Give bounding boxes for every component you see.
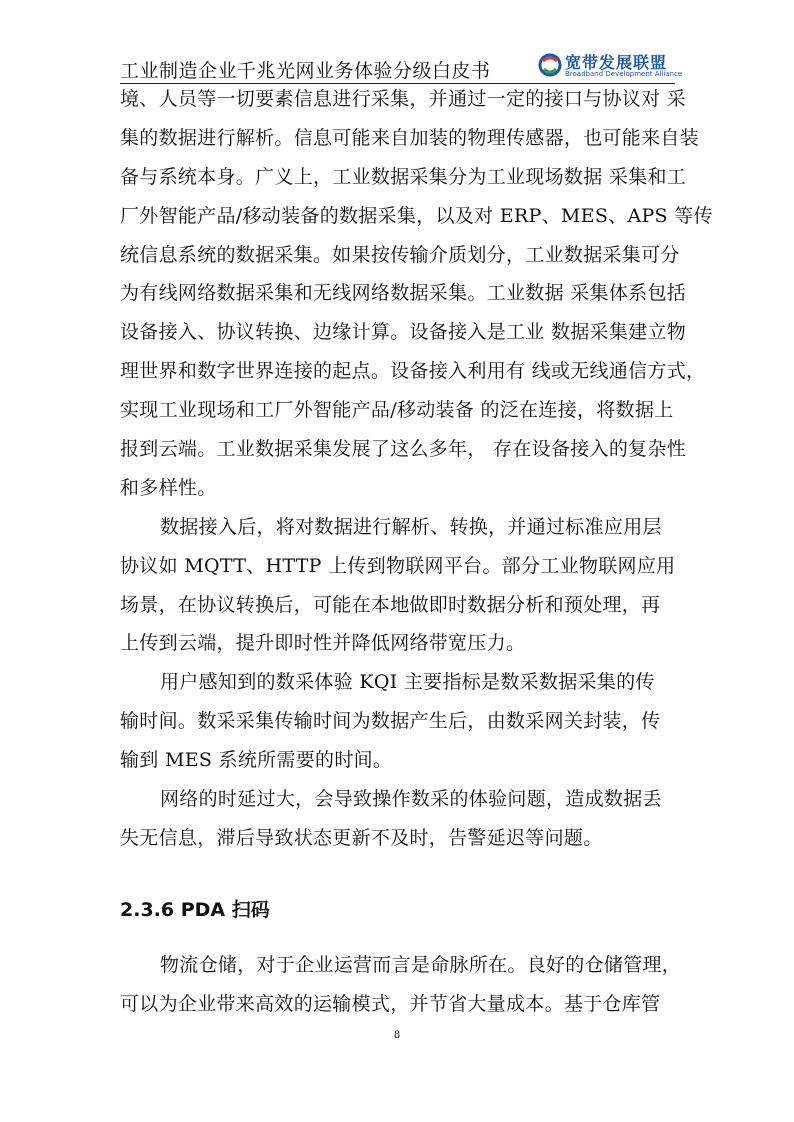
text-line: 网络的时延过大，会导致操作数采的体验问题，造成数据丢 bbox=[160, 788, 662, 811]
text-line: 用户感知到的数采体验 KQI 主要指标是数采数据采集的传 bbox=[160, 671, 655, 694]
header-title: 工业制造企业千兆光网业务体验分级白皮书 bbox=[120, 60, 491, 82]
text-line: 上传到云端，提升即时性并降低网络带宽压力。 bbox=[120, 632, 526, 655]
text-line: 厂外智能产品/移动装备的数据采集，以及对 ERP、MES、APS 等传 bbox=[120, 204, 713, 227]
text-line: 协议如 MQTT、HTTP 上传到物联网平台。部分工业物联网应用 bbox=[120, 554, 676, 577]
text-line: 可以为企业带来高效的运输模式，并节省大量成本。基于仓库管 bbox=[120, 992, 661, 1015]
logo-subtitle: Broadband Development Alliance bbox=[565, 70, 683, 78]
text-line: 统信息系统的数据采集。如果按传输介质划分，工业数据采集可分 bbox=[120, 243, 680, 266]
text-line: 数据接入后，将对数据进行解析、转换，并通过标准应用层 bbox=[160, 515, 662, 538]
alliance-logo-icon bbox=[537, 52, 563, 78]
text-line: 集的数据进行解析。信息可能来自加装的物理传感器，也可能来自装 bbox=[120, 126, 700, 149]
alliance-logo bbox=[535, 50, 683, 82]
text-line: 场景，在协议转换后，可能在本地做即时数据分析和预处理，再 bbox=[120, 593, 661, 616]
text-line: 失无信息，滞后导致状态更新不及时，告警延迟等问题。 bbox=[120, 826, 603, 849]
page-number: 8 bbox=[394, 1027, 400, 1041]
section-heading: 2.3.6 PDA 扫码 bbox=[120, 899, 270, 921]
text-line: 设备接入、协议转换、边缘计算。设备接入是工业 数据采集建立物 bbox=[120, 321, 687, 344]
text-line: 报到云端。工业数据采集发展了这么多年， 存在设备接入的复杂性 bbox=[120, 438, 687, 461]
text-line: 物流仓储，对于企业运营而言是命脉所在。良好的仓储管理， bbox=[160, 954, 682, 976]
logo-name: 宽带发展联盟 bbox=[565, 53, 668, 72]
body-text-continued bbox=[120, 946, 680, 1024]
text-line: 境、人员等一切要素信息进行采集，并通过一定的接口与协议对 采 bbox=[120, 88, 687, 110]
text-line: 为有线网络数据采集和无线网络数据采集。工业数据 采集体系包括 bbox=[120, 282, 687, 305]
text-line: 实现工业现场和工厂外智能产品/移动装备 的泛在连接，将数据上 bbox=[120, 399, 674, 422]
body-text bbox=[120, 80, 713, 858]
text-line: 和多样性。 bbox=[120, 476, 217, 499]
text-line: 备与系统本身。广义上，工业数据采集分为工业现场数据 采集和工 bbox=[120, 165, 687, 188]
text-line: 理世界和数字世界连接的起点。设备接入利用有 线或无线通信方式， bbox=[120, 360, 706, 383]
text-line: 输到 MES 系统所需要的时间。 bbox=[120, 749, 393, 772]
text-line: 输时间。数采采集传输时间为数据产生后，由数采网关封装，传 bbox=[120, 710, 661, 733]
